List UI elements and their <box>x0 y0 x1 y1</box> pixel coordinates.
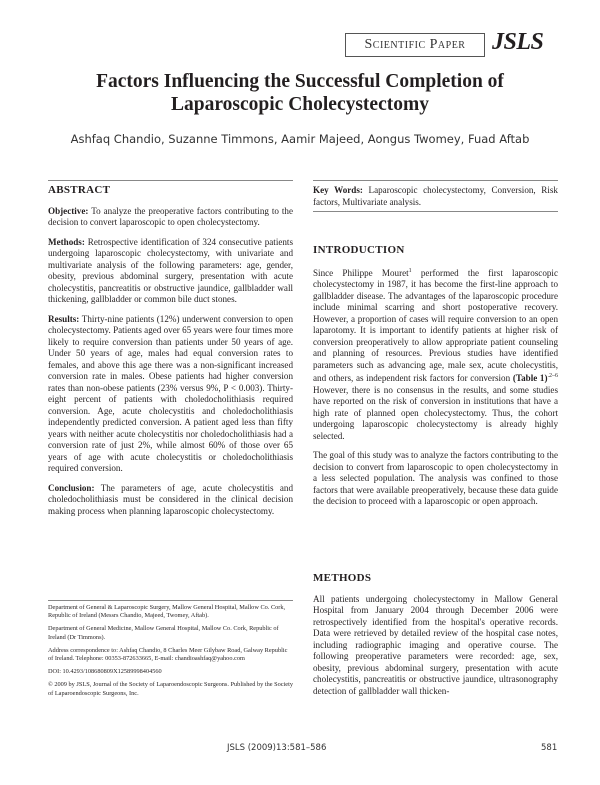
methods-paragraph-1: All patients undergoing cholecystectomy in Mallow General Hospital from January 2004 through December 2006 were retrospectively identified from the hospital's operative records. Data were retrieved by detailed review of the hospital case notes, including radiographic imaging and operative course. The following preoperative parameters were recorded: age, sex, obesity, previous abdominal surgery, presentation with acute cholecystitis, pancreatitis or obstructive jaundice, ultrasonography detection of gallbladder wall thicken- <box>313 593 558 696</box>
introduction-section <box>313 245 558 516</box>
correspondence-address: Address correspondence to: Ashfaq Chandio, 8 Charles Meer Gilybaw Road, Galway Republic of Ireland. Telephone: 00353-872633665, E-mail: chandioashfaq@yahoo.com <box>48 646 288 663</box>
table-1-reference: (Table 1) <box>512 373 548 384</box>
keywords-block <box>313 185 558 208</box>
page-number: 581 <box>541 743 558 753</box>
abstract-top-rule <box>48 180 293 181</box>
methods-section <box>313 573 558 705</box>
affiliation-surgery: Department of General & Laparoscopic Surgery, Mallow General Hospital, Mallow Co. Cork, Republic of Ireland (Messrs Chandio, Majeed, Twomey, Aftab). <box>48 604 286 620</box>
copyright-notice: © 2009 by JSLS, Journal of the Society of Laparoendoscopic Surgeons. Published by the Society of Laparoendoscopic Surgeons, Inc. <box>48 681 293 697</box>
article-title: Factors Influencing the Successful Completion of Laparoscopic Cholecystectomy <box>96 71 504 115</box>
methods-text: Retrospective identification of 324 consecutive patients undergoing laparoscopic cholecystectomy, with univariate and multivariate analysis of the following parameters: age, gender, obesity, previous abdominal surgery, presentation with acute cholecystitis, pancreatitis or obstructive jaundice, gallbladder wall thickening, gallbladder or common bile duct stones. <box>48 236 293 304</box>
introduction-paragraph-1 <box>313 266 558 443</box>
keywords-label: Key Words: <box>313 185 363 195</box>
objective-text: To analyze the preoperative factors contributing to the decision to convert laparoscopic to open cholecystectomy. <box>48 205 294 227</box>
introduction-heading: INTRODUCTION <box>313 244 405 256</box>
intro-text-c: However, there is no consensus in the results, and some studies have reported on the risk of conversion in institutions that have a high rate of planned open cholecystectomy. Thus, the cohort undergoing laparoscopic cholecystectomy is already highly selected. <box>313 384 558 441</box>
doi: DOI: 10.4293/108680809X12589998404560 <box>48 668 162 676</box>
results-label: Results: <box>48 313 80 324</box>
journal-logo: JSLS <box>492 29 544 55</box>
methods-label: Methods: <box>48 236 85 247</box>
results-text: Thirty-nine patients (12%) underwent conversion to open cholecystectomy. Patients aged over 65 years were four times more likely to require conversion than patients under 50 years of age. Under 50 years of age, males had equal conversion rates to females, and above this age there was a non-significant increased conversion rate in males. Obese patients had higher conversion rates than non-obese patients (23% versus 9%, P < 0.003). Thirty-eight percent of patients with choledocholithiasis required conversion. Age, acute cholecystitis and choledocholithiasis independently predicted conversion. A patient aged less than fifty years with neither acute cholecystitis nor choledocholithiasis had a conversion rate of just 2%, while almost 60% of those over 65 years of age with acute cholecystitis or choledocholithiasis required conversion. <box>48 313 293 473</box>
affiliation-medicine: Department of General Medicine, Mallow General Hospital, Mallow Co. Cork, Republic of Ireland (Dr Timmons). <box>48 625 279 641</box>
abstract-results <box>48 314 293 475</box>
citation-2-6: .2–6 <box>547 373 558 380</box>
keywords-bottom-rule <box>313 211 558 212</box>
intro-text-a: Since Philippe Mouret <box>313 267 409 278</box>
section-label: Scientific Paper <box>345 33 485 57</box>
abstract-methods <box>48 237 293 306</box>
citation-1: 1 <box>408 267 412 274</box>
affiliations-block <box>48 604 293 703</box>
affiliations-rule <box>48 600 293 601</box>
keywords-top-rule <box>313 180 558 181</box>
abstract-objective <box>48 206 293 229</box>
abstract-section <box>48 185 293 525</box>
intro-text-b: performed the first laparoscopic cholecystectomy in 1987, it has become the first-line approach to gallbladder disease. The advantages of the laparoscopic procedure include minimal scarring and short postoperative recovery. However, a proportion of cases will require conversion to an open laparotomy. It is important to identify patients at higher risk of conversion preoperatively to allow appropriate patient counseling and planning of resources. Previous studies have identified parameters such as advancing age, male sex, acute cholecystitis, and others, as independent risk factors for conversion <box>313 267 558 384</box>
conclusion-text: The parameters of age, acute cholecystitis and choledocholithiasis must be considered in the clinical decision making process when planning laparoscopic cholecystectomy. <box>48 482 294 516</box>
conclusion-label: Conclusion: <box>48 482 95 493</box>
abstract-heading: ABSTRACT <box>48 184 111 196</box>
abstract-conclusion <box>48 483 293 518</box>
keywords-text: Laparoscopic cholecystectomy, Conversion, Risk factors, Multivariate analysis. <box>313 185 558 207</box>
introduction-paragraph-2: The goal of this study was to analyze the factors contributing to the decision to convert from laparoscopic to open cholecystectomy in a less selected population. The analysis was confined to those factors that were available preoperatively, because these data guide the decision to proceed with a laparoscopic or open approach. <box>313 450 558 507</box>
objective-label: Objective: <box>48 205 89 216</box>
methods-heading: METHODS <box>313 572 372 584</box>
footer-citation: JSLS (2009)13:581–586 <box>227 743 327 753</box>
author-list: Ashfaq Chandio, Suzanne Timmons, Aamir Majeed, Aongus Twomey, Fuad Aftab <box>70 132 530 146</box>
